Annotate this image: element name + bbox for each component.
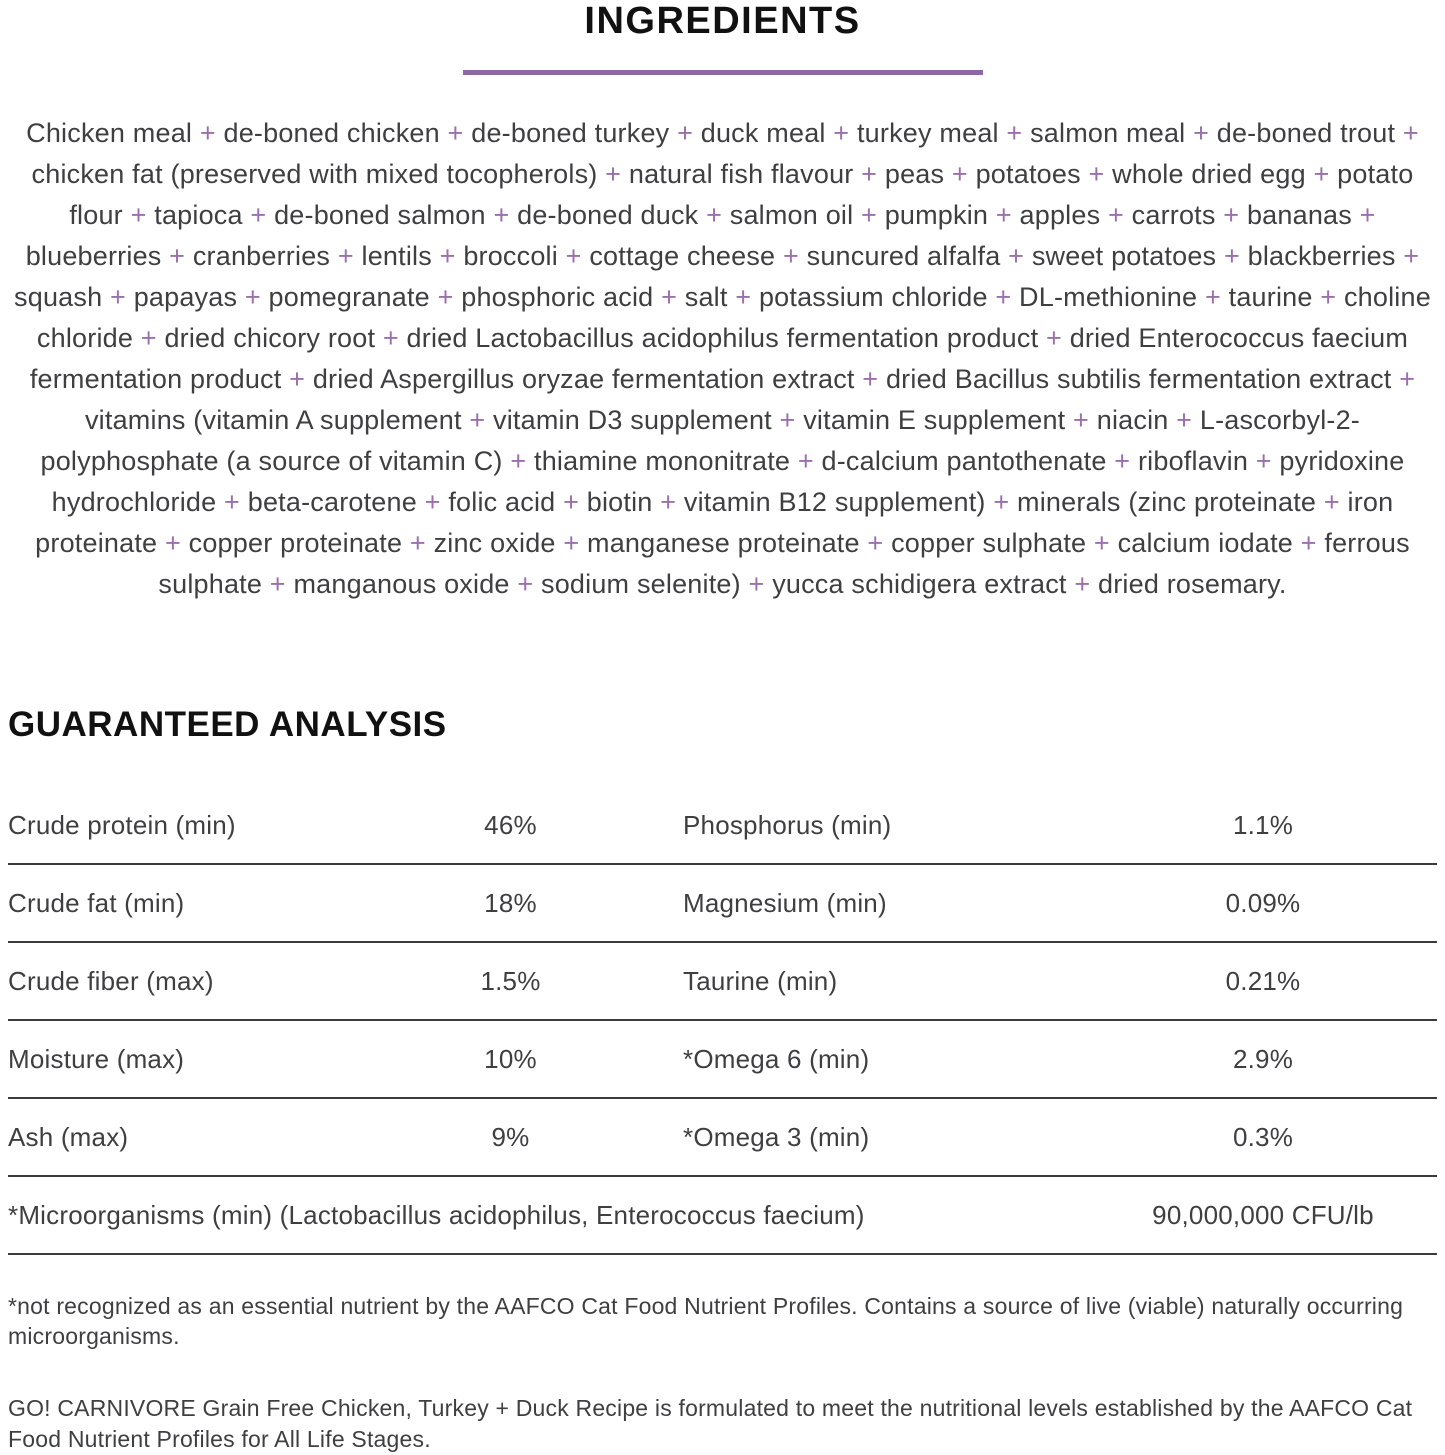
- plus-separator: +: [431, 241, 464, 271]
- nutrient-value: 9%: [491, 1121, 530, 1152]
- nutrient-label: Phosphorus (min): [683, 809, 892, 840]
- ingredient-item: sweet potatoes: [1031, 241, 1217, 271]
- ingredient-item: folic acid: [448, 487, 556, 517]
- guaranteed-analysis-table: [8, 787, 1437, 1255]
- plus-separator: +: [771, 405, 804, 435]
- ingredient-item: iron proteinate: [35, 487, 1394, 558]
- analysis-row: [8, 1021, 1437, 1099]
- plus-separator: +: [262, 569, 294, 599]
- plus-separator: +: [1066, 569, 1098, 599]
- ingredient-item: pomegranate: [268, 282, 430, 312]
- plus-separator: +: [669, 118, 701, 148]
- ingredient-item: duck meal: [700, 118, 826, 148]
- plus-separator: +: [853, 200, 885, 230]
- ingredient-item: niacin: [1096, 405, 1169, 435]
- nutrient-value: 90,000,000 CFU/lb: [1152, 1199, 1374, 1230]
- plus-separator: +: [133, 323, 165, 353]
- plus-separator: +: [1351, 200, 1376, 230]
- plus-separator: +: [1395, 118, 1419, 148]
- plus-separator: +: [102, 282, 134, 312]
- nutrient-label: Magnesium (min): [683, 887, 887, 918]
- analysis-row: [8, 943, 1437, 1021]
- plus-separator: +: [555, 528, 588, 558]
- ingredient-item: pyridoxine hydrochloride: [51, 446, 1405, 517]
- ingredient-item: taurine: [1228, 282, 1313, 312]
- plus-separator: +: [854, 364, 886, 394]
- plus-separator: +: [1106, 446, 1138, 476]
- ingredient-item: copper sulphate: [891, 528, 1087, 558]
- ingredient-item: ferrous sulphate: [158, 528, 1410, 599]
- ingredient-item: manganese proteinate: [587, 528, 860, 558]
- plus-separator: +: [987, 282, 1020, 312]
- nutrient-value: 0.21%: [1225, 965, 1301, 996]
- nutrient-label: Moisture (max): [8, 1043, 185, 1074]
- ingredient-item: dried Enterococcus faecium fermentation product: [29, 323, 1409, 394]
- plus-separator: +: [698, 200, 730, 230]
- ingredient-item: copper proteinate: [188, 528, 403, 558]
- ingredient-item: whole dried egg: [1112, 159, 1306, 189]
- nutrient-value: 18%: [484, 887, 537, 918]
- ingredient-item: squash: [14, 282, 103, 312]
- ingredient-item: cranberries: [192, 241, 331, 271]
- plus-separator: +: [1395, 241, 1420, 271]
- plus-separator: +: [502, 446, 534, 476]
- ingredient-item: papayas: [133, 282, 238, 312]
- ingredient-item: blueberries: [25, 241, 162, 271]
- plus-separator: +: [242, 200, 275, 230]
- plus-separator: +: [157, 528, 189, 558]
- nutrient-label: *Omega 3 (min): [683, 1121, 870, 1152]
- plus-separator: +: [509, 569, 542, 599]
- plus-separator: +: [775, 241, 807, 271]
- nutrient-label: *Microorganisms (min) (Lactobacillus acidophilus, Enterococcus faecium): [8, 1199, 865, 1230]
- ingredient-item: phosphoric acid: [461, 282, 654, 312]
- nutrient-label: Ash (max): [8, 1121, 129, 1152]
- nutrient-value: 0.3%: [1232, 1121, 1294, 1152]
- plus-separator: +: [555, 487, 587, 517]
- nutrient-label: Taurine (min): [683, 965, 838, 996]
- ingredient-item: beta-carotene: [247, 487, 417, 517]
- nutrient-label: Crude fat (min): [8, 887, 185, 918]
- ingredient-item: apples: [1019, 200, 1101, 230]
- ingredient-item: dried Lactobacillus acidophilus fermentation product: [406, 323, 1039, 353]
- ingredient-item: vitamin D3 supplement: [493, 405, 772, 435]
- ingredient-item: potato flour: [69, 159, 1414, 230]
- ingredient-item: salt: [684, 282, 728, 312]
- ingredient-item: bananas: [1246, 200, 1352, 230]
- formulation-footnote: GO! CARNIVORE Grain Free Chicken, Turkey + Duck Recipe is formulated to meet the nutritional levels established by the AAFCO Cat Food Nutrient Profiles for All Life Stages.: [8, 1395, 1413, 1452]
- nutrient-label: Crude fiber (max): [8, 965, 214, 996]
- plus-separator: +: [216, 487, 248, 517]
- plus-separator: +: [1316, 487, 1348, 517]
- ingredients-list: [8, 113, 1437, 605]
- plus-separator: +: [281, 364, 313, 394]
- ingredient-item: de-boned trout: [1216, 118, 1396, 148]
- ingredient-item: dried chicory root: [164, 323, 376, 353]
- nutrient-value: 2.9%: [1232, 1043, 1294, 1074]
- analysis-row: [8, 787, 1437, 865]
- plus-separator: +: [859, 528, 892, 558]
- plus-separator: +: [122, 200, 155, 230]
- purple-divider: [463, 70, 983, 75]
- plus-separator: +: [461, 405, 494, 435]
- ingredient-item: manganous oxide: [293, 569, 510, 599]
- plus-separator: +: [192, 118, 224, 148]
- ingredient-item: dried rosemary.: [1098, 569, 1287, 599]
- plus-separator: +: [1065, 405, 1097, 435]
- plus-separator: +: [429, 282, 462, 312]
- plus-separator: +: [825, 118, 857, 148]
- ingredient-item: sodium selenite): [541, 569, 741, 599]
- plus-separator: +: [1305, 159, 1338, 189]
- plus-separator: +: [1038, 323, 1070, 353]
- ingredient-item: biotin: [586, 487, 653, 517]
- ingredient-item: peas: [884, 159, 945, 189]
- ingredient-item: potassium chloride: [758, 282, 988, 312]
- ingredient-item: minerals (zinc proteinate: [1017, 487, 1317, 517]
- plus-separator: +: [1197, 282, 1229, 312]
- ingredient-item: Chicken meal: [26, 118, 193, 148]
- plus-separator: +: [330, 241, 362, 271]
- plus-separator: +: [375, 323, 407, 353]
- ingredient-item: lentils: [361, 241, 432, 271]
- plus-separator: +: [653, 282, 685, 312]
- ingredient-item: vitamins (vitamin A supplement: [84, 405, 462, 435]
- ingredient-item: riboflavin: [1137, 446, 1249, 476]
- ingredient-item: potatoes: [975, 159, 1081, 189]
- ingredient-item: choline chloride: [36, 282, 1431, 353]
- plus-separator: +: [402, 528, 434, 558]
- plus-separator: +: [1000, 241, 1032, 271]
- plus-separator: +: [853, 159, 885, 189]
- ingredient-item: salmon oil: [729, 200, 854, 230]
- nutrient-value: 46%: [484, 809, 537, 840]
- ingredient-item: zinc oxide: [433, 528, 556, 558]
- ingredient-item: vitamin B12 supplement): [683, 487, 986, 517]
- nutrient-label: *Omega 6 (min): [683, 1043, 870, 1074]
- ingredient-item: vitamin E supplement: [803, 405, 1066, 435]
- ingredient-item: L-ascorbyl-2-polyphosphate (a source of vitamin C): [40, 405, 1361, 476]
- plus-separator: +: [985, 487, 1017, 517]
- ingredient-item: de-boned salmon: [274, 200, 486, 230]
- nutrient-value: 1.5%: [480, 965, 541, 996]
- ingredient-item: yucca schidigera extract: [772, 569, 1067, 599]
- plus-separator: +: [740, 569, 773, 599]
- plus-separator: +: [439, 118, 472, 148]
- plus-separator: +: [1080, 159, 1113, 189]
- nutrient-label: Crude protein (min): [8, 809, 236, 840]
- ingredient-item: tapioca: [154, 200, 243, 230]
- plus-separator: +: [1391, 364, 1416, 394]
- analysis-row: [8, 865, 1437, 943]
- guaranteed-analysis-heading: GUARANTEED ANALYSIS: [8, 705, 447, 744]
- plus-separator: +: [727, 282, 759, 312]
- plus-separator: +: [1293, 528, 1325, 558]
- plus-separator: +: [1216, 241, 1248, 271]
- plus-separator: +: [237, 282, 269, 312]
- ingredient-item: natural fish flavour: [628, 159, 854, 189]
- plus-separator: +: [161, 241, 193, 271]
- ingredient-item: dried Bacillus subtilis fermentation extract: [885, 364, 1392, 394]
- ingredient-item: de-boned duck: [517, 200, 699, 230]
- plus-separator: +: [1168, 405, 1200, 435]
- plus-separator: +: [790, 446, 822, 476]
- plus-separator: +: [988, 200, 1020, 230]
- ingredient-item: chicken fat (preserved with mixed tocopherols): [31, 159, 598, 189]
- ingredient-item: blackberries: [1247, 241, 1396, 271]
- plus-separator: +: [416, 487, 449, 517]
- analysis-row: [8, 1099, 1437, 1177]
- plus-separator: +: [652, 487, 684, 517]
- ingredient-item: calcium iodate: [1117, 528, 1293, 558]
- ingredient-item: suncured alfalfa: [806, 241, 1001, 271]
- ingredient-item: cottage cheese: [589, 241, 776, 271]
- plus-separator: +: [1312, 282, 1344, 312]
- ingredient-item: dried Aspergillus oryzae fermentation extract: [312, 364, 855, 394]
- ingredient-item: carrots: [1131, 200, 1216, 230]
- ingredient-item: turkey meal: [856, 118, 999, 148]
- aafco-footnote: *not recognized as an essential nutrient by the AAFCO Cat Food Nutrient Profiles. Contains a source of live (viable) naturally occurring microorganisms.: [8, 1293, 1404, 1349]
- plus-separator: +: [557, 241, 590, 271]
- nutrient-value: 10%: [484, 1043, 537, 1074]
- nutrient-value: 1.1%: [1232, 809, 1294, 840]
- ingredients-heading: INGREDIENTS: [584, 0, 861, 42]
- plus-separator: +: [1248, 446, 1280, 476]
- plus-separator: +: [485, 200, 518, 230]
- ingredient-item: salmon meal: [1030, 118, 1186, 148]
- ingredient-item: DL-methionine: [1019, 282, 1198, 312]
- ingredient-item: thiamine mononitrate: [534, 446, 791, 476]
- plus-separator: +: [597, 159, 629, 189]
- nutrient-value: 0.09%: [1225, 887, 1301, 918]
- plus-separator: +: [1185, 118, 1217, 148]
- ingredient-item: de-boned turkey: [471, 118, 670, 148]
- ingredient-item: broccoli: [463, 241, 558, 271]
- ingredient-item: pumpkin: [884, 200, 989, 230]
- plus-separator: +: [998, 118, 1031, 148]
- ingredient-item: de-boned chicken: [223, 118, 440, 148]
- ingredient-item: d-calcium pantothenate: [821, 446, 1107, 476]
- plus-separator: +: [1215, 200, 1247, 230]
- plus-separator: +: [1086, 528, 1118, 558]
- plus-separator: +: [1100, 200, 1132, 230]
- microorganisms-row: [8, 1177, 1437, 1255]
- plus-separator: +: [944, 159, 976, 189]
